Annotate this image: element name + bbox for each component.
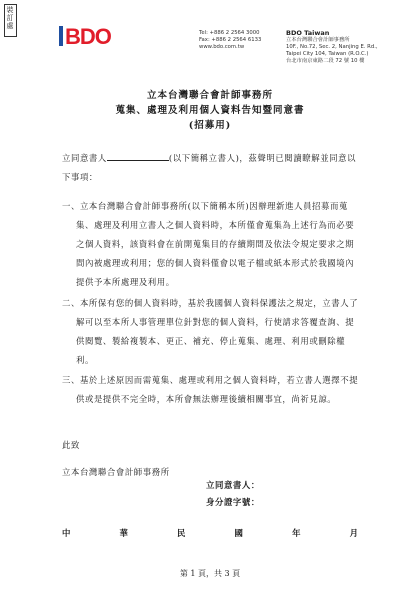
- clause-1: 一、立本台灣聯合會計師事務所(以下簡稱本所)因辦理新進人員招募而蒐集、處理及利用立書人之個人資料時，本所僅會蒐集為上述行為而必要之個人資料，該資料會在前開蒐集目的存續期間及依法令規定要求之期間內被處理或利用；您的個人資料僅會以電子檔或紙本形式於我國境內提供予本所處理及利用。: [62, 201, 355, 287]
- contact-block: [199, 30, 261, 51]
- page-footer: 第 1 頁，共 3 頁: [179, 569, 241, 578]
- clause-3: 三、基於上述原因而需蒐集、處理或利用之個人資料時，若立書人選擇不提供或是提供不完全時，本所會無法辦理後續相關事宜，尚祈見諒。: [62, 375, 359, 404]
- date-char: 國: [234, 528, 243, 538]
- form-title: 蒐集、處理及利用個人資料告知暨同意書: [115, 105, 305, 116]
- date-month: 月: [349, 528, 358, 538]
- date-row: [62, 527, 358, 539]
- id-number-label: 身分證字號：: [206, 497, 260, 507]
- salutation: 此致: [62, 440, 80, 450]
- office-addr-en1: 10F., No.72, Sec. 2, Nanjing E. Rd.,: [286, 44, 378, 50]
- date-char: 民: [177, 528, 186, 538]
- svg-text:BDO: BDO: [65, 24, 111, 48]
- office-name-en: BDO Taiwan: [286, 29, 330, 37]
- fax-text: Fax: +886 2 2564 6133: [199, 37, 262, 43]
- office-addr-en2: Taipei City 104, Taiwan (R.O.C.): [286, 51, 369, 57]
- date-year: 年: [292, 528, 301, 538]
- bdo-logo: [59, 24, 133, 48]
- form-subtitle: (招募用): [188, 120, 232, 131]
- firm-title: 立本台灣聯合會計師事務所: [146, 90, 273, 101]
- binding-label: 裝訂處: [6, 6, 14, 30]
- signer-name-blank[interactable]: [107, 152, 169, 161]
- date-char: 華: [119, 528, 128, 538]
- intro-paragraph: [62, 149, 362, 187]
- intro-before: 立同意書人: [62, 153, 107, 163]
- intro-after: (以下簡稱立書人)，茲聲明已閱讀瞭解並同意以下事項：: [62, 153, 357, 182]
- office-block: [286, 30, 378, 65]
- signer-label: 立同意書人：: [206, 480, 260, 490]
- recipient: 立本台灣聯合會計師事務所: [62, 467, 170, 477]
- clause-2: 二、本所保有您的個人資料時，基於我國個人資料保護法之規定，立書人了解可以至本所人事管理單位針對您的個人資料，行使請求答覆查詢、提供閱覽、製給複製本、更正、補充、停止蒐集、處理、利用或刪除權利。: [62, 298, 359, 365]
- tel-text: Tel: +886 2 2564 3000: [199, 30, 260, 36]
- office-addr-zh: 台北市南京東路二段 72 號 10 樓: [286, 58, 365, 64]
- date-char: 中: [62, 528, 71, 538]
- office-name-zh: 立本台灣聯合會計師事務所: [286, 37, 350, 43]
- web-text: www.bdo.com.tw: [199, 44, 245, 50]
